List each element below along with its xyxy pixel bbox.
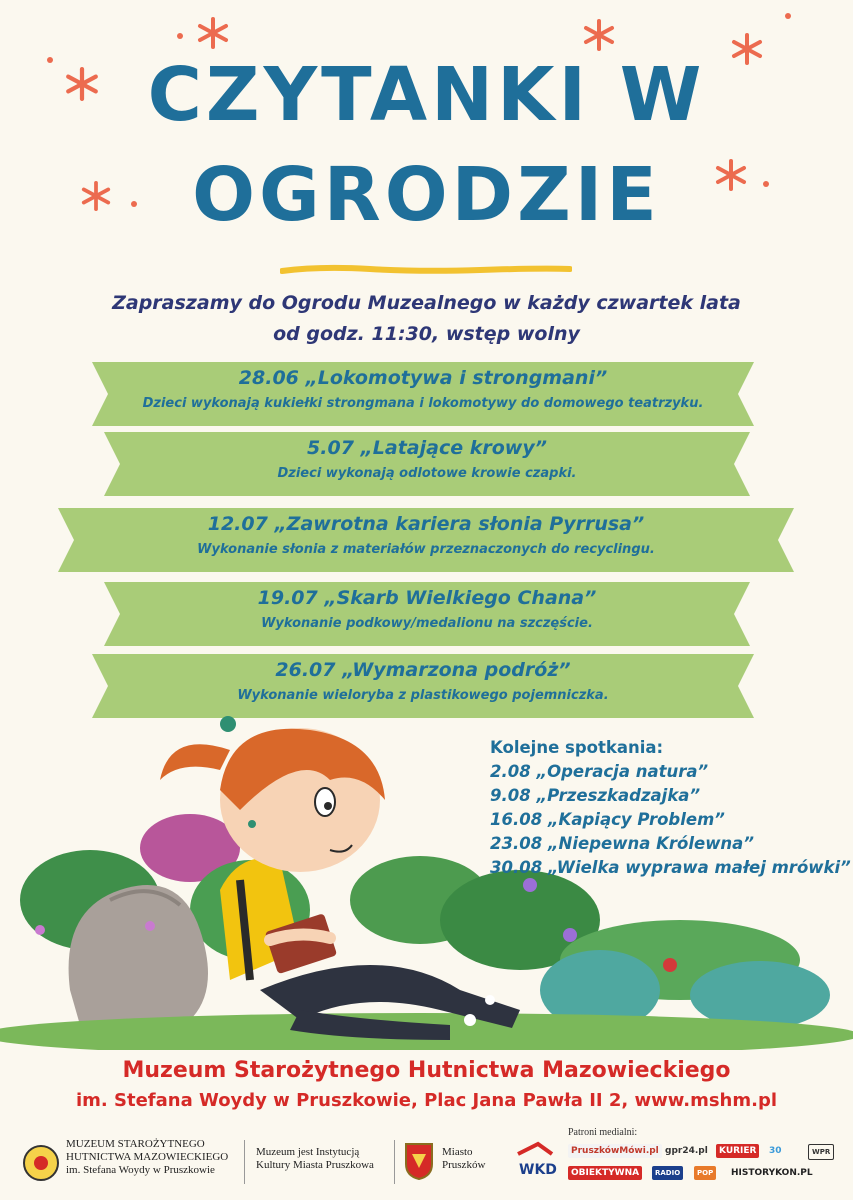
museum-logo-line: im. Stefana Woydy w Pruszkowie [66, 1164, 215, 1176]
event-title: 26.07 „Wymarzona podróż” [275, 659, 571, 681]
event-ribbon [92, 362, 754, 426]
divider [244, 1140, 245, 1184]
patron-logo: KURIER [716, 1144, 759, 1158]
next-meetings [490, 736, 851, 880]
divider [394, 1140, 395, 1184]
museum-logo-text [66, 1138, 228, 1177]
patron-logo: RADIO [652, 1166, 683, 1180]
dot-icon [176, 32, 184, 40]
star-icon [196, 16, 230, 50]
institution-line: Kultury Miasta Pruszkowa [256, 1159, 374, 1171]
museum-logo-icon [22, 1144, 60, 1182]
dot-icon [784, 12, 792, 20]
event-title: 28.06 „Lokomotywa i strongmani” [238, 367, 608, 389]
museum-name: Muzeum Starożytnego Hutnictwa Mazowieckiego [122, 1058, 731, 1083]
event-description: Wykonanie podkowy/medalionu na szczęście. [261, 616, 593, 631]
title-line-1: CZYTANKI W [147, 52, 706, 138]
event-ribbon [104, 432, 750, 496]
event-description: Wykonanie słonia z materiałów przeznaczonych do recyclingu. [197, 542, 655, 557]
footer [0, 1126, 853, 1200]
city-line: Miasto [442, 1146, 473, 1158]
patron-logo: gpr24.pl [665, 1146, 708, 1156]
next-meeting-item: 23.08 „Niepewna Królewna” [490, 834, 754, 853]
next-meeting-item: 9.08 „Przeszkadzajka” [490, 786, 701, 805]
patron-logo: 30 [769, 1146, 782, 1156]
wkd-logo-text: WKD [519, 1162, 557, 1178]
patron-logo: PruszkówMówi.pl [568, 1144, 662, 1158]
city-text [442, 1146, 485, 1172]
event-ribbon [104, 582, 750, 646]
next-meeting-item: 30.08 „Wielka wyprawa małej mrówki” [490, 858, 851, 877]
institution-text [256, 1146, 374, 1172]
next-meetings-heading: Kolejne spotkania: [490, 738, 664, 757]
city-crest-icon [404, 1142, 434, 1180]
intro-line-1: Zapraszamy do Ogrodu Muzealnego w każdy czwartek lata [112, 292, 741, 314]
patron-logo: WPR [808, 1144, 834, 1160]
event-title: 12.07 „Zawrotna kariera słonia Pyrrusa” [207, 513, 645, 535]
patron-logo: OBIEKTYWNA [568, 1166, 642, 1180]
next-meeting-item: 2.08 „Operacja natura” [490, 762, 709, 781]
patrons-label: Patroni medialni: [568, 1127, 638, 1138]
event-title: 5.07 „Latające krowy” [307, 437, 547, 459]
next-meeting-item: 16.08 „Kapiący Problem” [490, 810, 725, 829]
museum-address: im. Stefana Woydy w Pruszkowie, Plac Jana Pawła II 2, www.mshm.pl [75, 1090, 778, 1111]
museum-logo-line: HUTNICTWA MAZOWIECKIEGO [66, 1151, 229, 1163]
intro-line-2: od godz. 11:30, wstęp wolny [273, 323, 580, 345]
title-underline [280, 264, 572, 276]
event-title: 19.07 „Skarb Wielkiego Chana” [257, 587, 597, 609]
star-icon [582, 18, 616, 52]
title-line-2: OGRODZIE [192, 152, 661, 238]
event-description: Dzieci wykonają odlotowe krowie czapki. [277, 466, 577, 481]
event-description: Wykonanie wieloryba z plastikowego pojemniczka. [237, 688, 609, 703]
city-line: Pruszków [442, 1159, 486, 1171]
institution-line: Muzeum jest Instytucją [256, 1146, 360, 1158]
intro-text [0, 288, 853, 350]
event-ribbon [58, 508, 794, 572]
museum-logo-line: MUZEUM STAROŻYTNEGO [66, 1138, 205, 1150]
event-description: Dzieci wykonają kukiełki strongmana i lokomotywy do domowego teatrzyku. [142, 396, 704, 411]
patron-logo: HISTORYKON.PL [731, 1168, 813, 1178]
patron-logo: POP [694, 1166, 716, 1180]
